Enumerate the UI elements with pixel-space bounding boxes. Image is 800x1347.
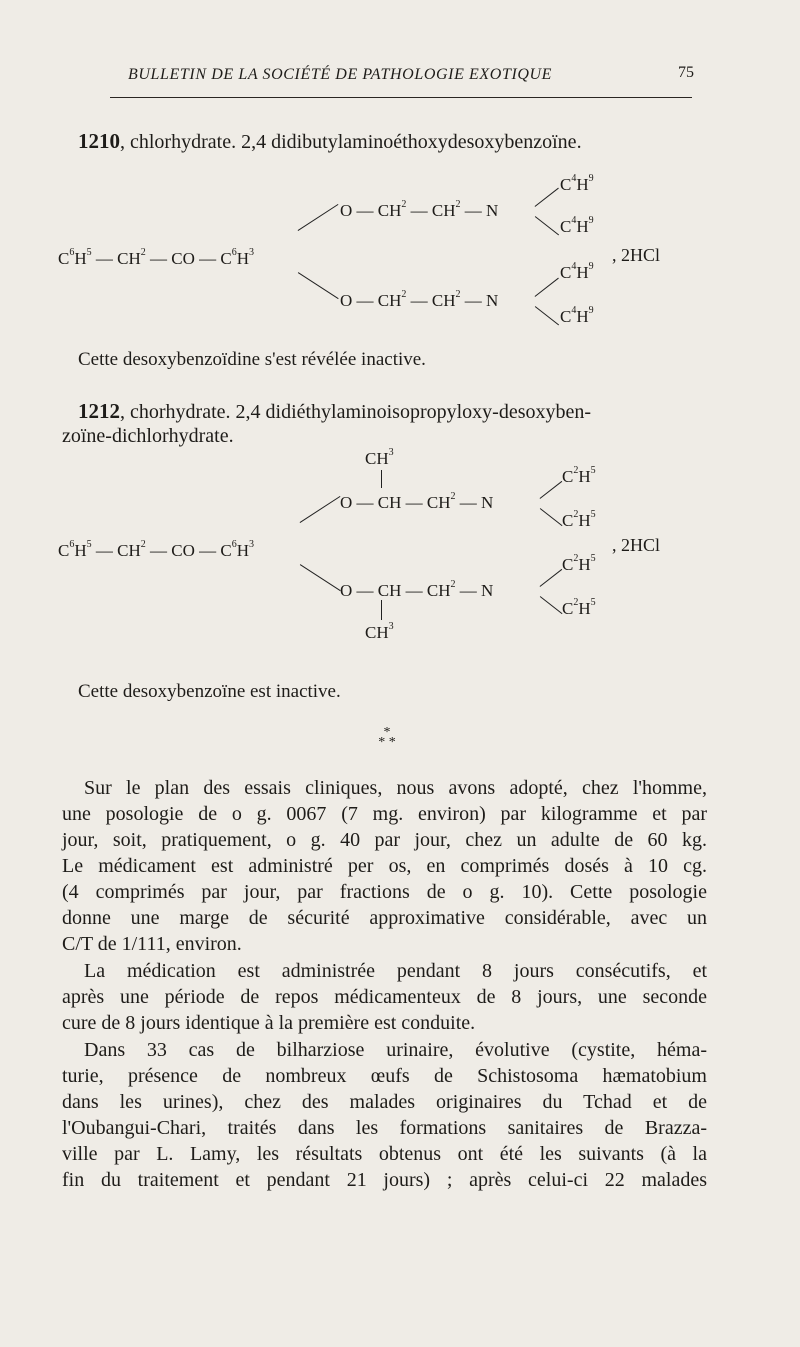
formula-1210-n-bond-1 bbox=[535, 188, 559, 208]
formula-1210-core: $C^6H^5$ — $CH^2$ — CO — $C^6H^3$ bbox=[58, 247, 254, 268]
formula-1212-bond-down bbox=[300, 564, 341, 591]
formula-1212-n-bond-3 bbox=[540, 569, 563, 587]
formula-1210-chain-lower: O — $CH^2$ — $CH^2$ — N bbox=[340, 289, 499, 310]
entry-1212-text-line1: , chorhydrate. 2,4 didiéthylaminoisopropyloxy-desoxyben- bbox=[120, 401, 592, 423]
paragraph-line: une posologie de o g. 0067 (7 mg. environ) par kilogramme et par bbox=[62, 803, 707, 825]
formula-1210-sub-3: $C^4H^9$ bbox=[560, 261, 594, 282]
paragraph-line: jour, soit, pratiquement, o g. 40 par jour, chez un adulte de 60 kg. bbox=[62, 829, 707, 851]
formula-1210-n-bond-2 bbox=[535, 216, 559, 236]
formula-1212-chain-upper: O — CH — $CH^2$ — N bbox=[340, 491, 494, 512]
entry-1212-number: 1212 bbox=[78, 399, 120, 423]
entry-1210-number: 1210 bbox=[78, 129, 120, 153]
formula-1212-n-bond-2 bbox=[540, 508, 563, 526]
formula-1210-n-bond-4 bbox=[535, 306, 559, 326]
entry-1212-text-line2: zoïne-dichlorhydrate. bbox=[62, 425, 234, 447]
formula-1212-bond-up bbox=[300, 496, 341, 523]
paragraph-line: C/T de 1/111, environ. bbox=[62, 933, 242, 955]
entry-1212-heading bbox=[78, 398, 591, 426]
formula-1212-sub-1: $C^2H^5$ bbox=[562, 465, 596, 486]
paragraph-line: l'Oubangui-Chari, traités dans les formations sanitaires de Brazza- bbox=[62, 1117, 707, 1139]
formula-1210-sub-4: $C^4H^9$ bbox=[560, 305, 594, 326]
formula-1210-salt: , 2HCl bbox=[612, 245, 661, 265]
formula-1212-sub-3: $C^2H^5$ bbox=[562, 553, 596, 574]
formula-1210-n-bond-3 bbox=[535, 278, 559, 298]
paragraph-line: Sur le plan des essais cliniques, nous avons adopté, chez l'homme, bbox=[84, 777, 707, 799]
paragraph-line: turie, présence de nombreux œufs de Schistosoma hæmatobium bbox=[62, 1065, 707, 1087]
formula-1212-ch3-bottom: $CH^3$ bbox=[365, 621, 394, 642]
formula-1212-sub-4: $C^2H^5$ bbox=[562, 597, 596, 618]
formula-1212-ch3-top: $CH^3$ bbox=[365, 447, 394, 468]
paragraph-line: ville par L. Lamy, les résultats obtenus ont été les suivants (à la bbox=[62, 1143, 707, 1165]
entry-1210-conclusion: Cette desoxybenzoïdine s'est révélée inactive. bbox=[78, 349, 426, 370]
paragraph-line: fin du traitement et pendant 21 jours) ; après celui-ci 22 malades bbox=[62, 1169, 707, 1191]
header-rule bbox=[110, 97, 692, 98]
running-header-title: BULLETIN DE LA SOCIÉTÉ DE PATHOLOGIE EXOTIQUE bbox=[128, 66, 553, 83]
paragraph-line: après une période de repos médicamenteux de 8 jours, une seconde bbox=[62, 986, 707, 1008]
paragraph-line: cure de 8 jours identique à la première est conduite. bbox=[62, 1012, 476, 1034]
formula-1212-salt: , 2HCl bbox=[612, 535, 661, 555]
formula-1210-sub-1: $C^4H^9$ bbox=[560, 173, 594, 194]
formula-1212-n-bond-4 bbox=[540, 596, 563, 614]
formula-1210-sub-2: $C^4H^9$ bbox=[560, 215, 594, 236]
formula-1210-chain-upper: O — $CH^2$ — $CH^2$ — N bbox=[340, 199, 499, 220]
page-number: 75 bbox=[678, 64, 694, 81]
formula-1212-core: $C^6H^5$ — $CH^2$ — CO — $C^6H^3$ bbox=[58, 539, 254, 560]
paragraph-line: Le médicament est administré per os, en comprimés dosés à 10 cg. bbox=[62, 855, 707, 877]
formula-1212-vertical-bond-bottom bbox=[381, 600, 382, 620]
paragraph-line: Dans 33 cas de bilharziose urinaire, évolutive (cystite, héma- bbox=[84, 1039, 707, 1061]
formula-1210-bond-up bbox=[298, 204, 339, 231]
formula-1212-vertical-bond-top bbox=[381, 470, 382, 488]
entry-1210-heading bbox=[78, 128, 582, 156]
formula-1210-bond-down bbox=[298, 272, 339, 299]
entry-1212-conclusion: Cette desoxybenzoïne est inactive. bbox=[78, 681, 341, 702]
section-separator: * * * bbox=[378, 725, 396, 750]
paragraph-line: dans les urines), chez des malades originaires du Tchad et de bbox=[62, 1091, 707, 1113]
paragraph-line: La médication est administrée pendant 8 jours consécutifs, et bbox=[84, 960, 707, 982]
paragraph-line: (4 comprimés par jour, par fractions de o g. 10). Cette posologie bbox=[62, 881, 707, 903]
entry-1210-text: , chlorhydrate. 2,4 didibutylaminoéthoxydesoxybenzoïne. bbox=[120, 131, 582, 153]
formula-1212-chain-lower: O — CH — $CH^2$ — N bbox=[340, 579, 494, 600]
formula-1212-sub-2: $C^2H^5$ bbox=[562, 509, 596, 530]
paragraph-line: donne une marge de sécurité approximative considérable, avec un bbox=[62, 907, 707, 929]
formula-1212-n-bond-1 bbox=[540, 481, 563, 499]
